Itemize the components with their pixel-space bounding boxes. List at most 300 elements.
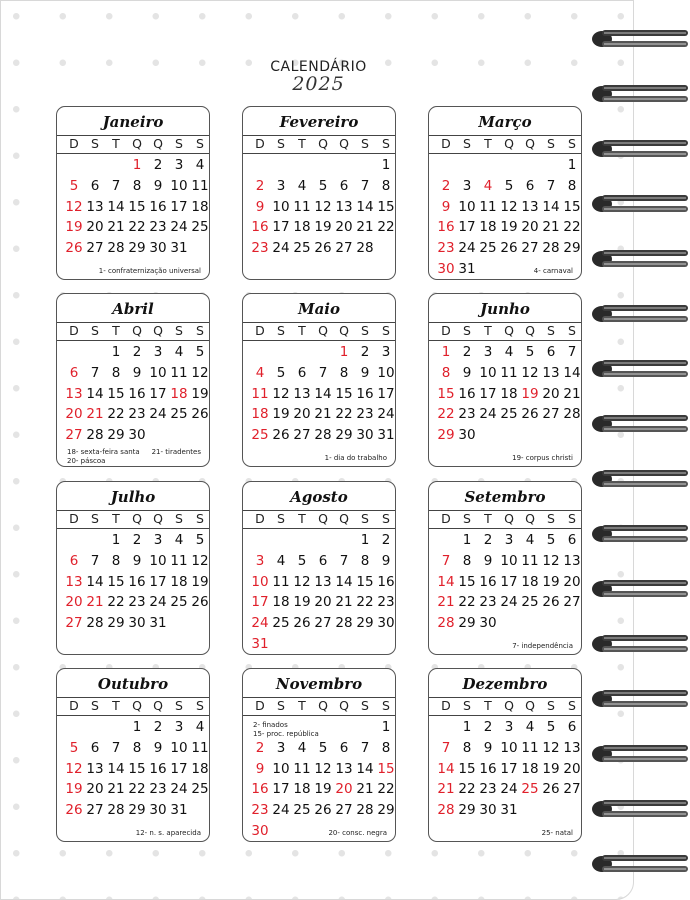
- calendar-day: 18: [521, 573, 539, 590]
- calendar-day: 15: [107, 573, 125, 590]
- weekday-label: D: [255, 698, 265, 713]
- calendar-day: 8: [441, 364, 451, 381]
- weekday-label: Q: [339, 698, 349, 713]
- calendar-day: 22: [107, 406, 125, 423]
- weekday-label: D: [441, 511, 451, 526]
- month-name: Outubro: [97, 675, 169, 693]
- calendar-day: 23: [149, 781, 167, 798]
- calendar-day: 15: [563, 198, 581, 215]
- weekday-label: S: [547, 136, 555, 151]
- calendar-day: 9: [462, 364, 472, 381]
- weekday-label: Q: [525, 511, 535, 526]
- month-name: Dezembro: [462, 675, 548, 693]
- calendar-day: 5: [318, 177, 328, 194]
- divider-line: [429, 340, 581, 341]
- weekday-label: D: [255, 511, 265, 526]
- calendar-day: 21: [86, 406, 104, 423]
- calendar-day: 4: [174, 532, 184, 548]
- calendar-day: 19: [191, 573, 209, 590]
- month-name: Fevereiro: [279, 113, 359, 131]
- calendar-day: 5: [276, 364, 286, 381]
- calendar-day: 7: [360, 739, 370, 756]
- calendar-day: 7: [318, 364, 328, 381]
- calendar-day: 5: [525, 344, 535, 360]
- calendar-day: 28: [437, 802, 455, 819]
- calendar-day: 30: [251, 823, 269, 839]
- calendar-day: 22: [458, 781, 476, 798]
- month-fevereiro: [242, 106, 396, 280]
- calendar-day: 30: [437, 261, 455, 277]
- weekday-label: S: [547, 698, 555, 713]
- divider-line: [429, 528, 581, 529]
- calendar-day: 17: [500, 760, 518, 777]
- calendar-day: 12: [542, 739, 560, 756]
- calendar-day: 19: [293, 594, 311, 611]
- calendar-day: 23: [377, 594, 395, 611]
- weekday-label: S: [277, 698, 285, 713]
- calendar-day: 11: [521, 552, 539, 569]
- calendar-day: 26: [191, 406, 209, 423]
- calendar-day: 28: [542, 240, 560, 257]
- calendar-day: 14: [86, 385, 104, 402]
- calendar-day: 7: [441, 739, 451, 756]
- spiral-ring: [590, 188, 690, 218]
- calendar-day: 21: [356, 781, 374, 798]
- weekday-label: S: [196, 511, 204, 526]
- calendar-day: 18: [479, 219, 497, 236]
- calendar-day: 18: [251, 406, 269, 423]
- calendar-day: 5: [546, 719, 556, 735]
- calendar-day: 3: [381, 344, 391, 360]
- calendar-day: 3: [483, 344, 493, 360]
- calendar-day: 10: [272, 760, 290, 777]
- calendar-day: 25: [521, 781, 539, 798]
- weekday-label: T: [484, 136, 492, 151]
- calendar-day: 22: [377, 219, 395, 236]
- weekday-label: D: [441, 136, 451, 151]
- calendar-day: 1: [339, 344, 349, 360]
- calendar-day: 24: [149, 594, 167, 611]
- weekday-label: S: [175, 323, 183, 338]
- calendar-day: 20: [563, 573, 581, 590]
- calendar-day: 17: [500, 573, 518, 590]
- calendar-day: 16: [251, 781, 269, 798]
- calendar-day: 26: [191, 594, 209, 611]
- calendar-day: 25: [251, 427, 269, 444]
- calendar-day: 16: [377, 573, 395, 590]
- weekday-label: S: [175, 136, 183, 151]
- calendar-day: 1: [111, 344, 121, 360]
- calendar-day: 31: [251, 636, 269, 652]
- calendar-day: 16: [437, 219, 455, 236]
- calendar-day: 11: [191, 177, 209, 194]
- spiral-ring: [590, 573, 690, 603]
- calendar-day: 17: [458, 219, 476, 236]
- holiday-note: 25- natal: [541, 829, 573, 837]
- calendar-day: 27: [335, 240, 353, 257]
- calendar-day: 26: [542, 594, 560, 611]
- calendar-day: 11: [170, 552, 188, 569]
- calendar-day: 27: [293, 427, 311, 444]
- calendar-day: 19: [272, 406, 290, 423]
- calendar-day: 5: [69, 177, 79, 194]
- divider-line: [243, 153, 395, 154]
- spiral-ring: [590, 518, 690, 548]
- calendar-day: 15: [437, 385, 455, 402]
- calendar-day: 11: [170, 364, 188, 381]
- holiday-note: 18- sexta-feira santa: [67, 448, 140, 456]
- divider-line: [243, 715, 395, 716]
- calendar-day: 18: [293, 781, 311, 798]
- month-agosto: [242, 481, 396, 655]
- calendar-day: 4: [297, 739, 307, 756]
- calendar-day: 14: [437, 760, 455, 777]
- calendar-day: 10: [170, 739, 188, 756]
- month-abril: [56, 293, 210, 467]
- weekday-label: S: [382, 136, 390, 151]
- calendar-day: 4: [276, 552, 286, 569]
- weekday-label: Q: [525, 698, 535, 713]
- calendar-day: 15: [458, 573, 476, 590]
- weekday-label: S: [91, 698, 99, 713]
- calendar-day: 27: [335, 802, 353, 819]
- calendar-day: 9: [132, 552, 142, 569]
- spiral-ring: [590, 848, 690, 878]
- calendar-day: 25: [500, 406, 518, 423]
- weekday-label: Q: [504, 323, 514, 338]
- calendar-day: 17: [272, 219, 290, 236]
- calendar-day: 1: [567, 157, 577, 173]
- divider-line: [243, 340, 395, 341]
- calendar-day: 18: [191, 198, 209, 215]
- weekday-label: T: [298, 323, 306, 338]
- month-name: Maio: [297, 300, 341, 318]
- calendar-day: 10: [170, 177, 188, 194]
- weekday-label: Q: [153, 136, 163, 151]
- spiral-ring: [590, 628, 690, 658]
- calendar-day: 26: [521, 406, 539, 423]
- calendar-day: 8: [360, 552, 370, 569]
- calendar-day: 2: [132, 344, 142, 360]
- calendar-day: 1: [441, 344, 451, 360]
- weekday-label: S: [361, 511, 369, 526]
- calendar-day: 13: [563, 739, 581, 756]
- calendar-day: 23: [479, 781, 497, 798]
- weekday-label: S: [568, 136, 576, 151]
- calendar-day: 15: [128, 198, 146, 215]
- calendar-day: 19: [542, 760, 560, 777]
- calendar-day: 8: [462, 739, 472, 756]
- weekday-label: Q: [525, 136, 535, 151]
- calendar-day: 11: [293, 760, 311, 777]
- calendar-day: 20: [65, 406, 83, 423]
- calendar-day: 22: [458, 594, 476, 611]
- calendar-day: 12: [500, 198, 518, 215]
- calendar-day: 24: [272, 802, 290, 819]
- calendar-day: 31: [500, 802, 518, 819]
- month-julho: [56, 481, 210, 655]
- spiral-ring: [590, 23, 690, 53]
- month-name: Março: [478, 113, 532, 131]
- calendar-day: 12: [293, 573, 311, 590]
- calendar-day: 9: [255, 760, 265, 777]
- spiral-ring: [590, 463, 690, 493]
- calendar-day: 3: [504, 532, 514, 548]
- calendar-day: 13: [293, 385, 311, 402]
- weekday-label: S: [277, 323, 285, 338]
- calendar-day: 29: [458, 802, 476, 819]
- calendar-day: 7: [90, 364, 100, 381]
- calendar-day: 5: [297, 552, 307, 569]
- holiday-note: 21- tiradentes: [151, 448, 201, 456]
- calendar-day: 25: [191, 219, 209, 236]
- calendar-day: 22: [437, 406, 455, 423]
- calendar-day: 29: [437, 427, 455, 444]
- weekday-label: S: [277, 136, 285, 151]
- calendar-day: 25: [170, 406, 188, 423]
- calendar-day: 7: [339, 552, 349, 569]
- calendar-day: 11: [521, 739, 539, 756]
- calendar-day: 17: [170, 760, 188, 777]
- calendar-day: 24: [170, 219, 188, 236]
- calendar-day: 22: [356, 594, 374, 611]
- calendar-day: 20: [65, 594, 83, 611]
- calendar-day: 26: [272, 427, 290, 444]
- calendar-day: 19: [314, 781, 332, 798]
- month-maio: [242, 293, 396, 467]
- calendar-day: 14: [542, 198, 560, 215]
- calendar-day: 26: [65, 802, 83, 819]
- calendar-day: 6: [90, 177, 100, 194]
- calendar-day: 19: [65, 219, 83, 236]
- calendar-day: 24: [170, 781, 188, 798]
- calendar-day: 10: [500, 552, 518, 569]
- calendar-day: 6: [69, 552, 79, 569]
- weekday-label: Q: [525, 323, 535, 338]
- calendar-day: 19: [65, 781, 83, 798]
- weekday-label: S: [568, 511, 576, 526]
- spiral-ring: [590, 738, 690, 768]
- weekday-label: Q: [504, 698, 514, 713]
- calendar-day: 8: [462, 552, 472, 569]
- calendar-day: 31: [170, 802, 188, 819]
- weekday-label: T: [298, 698, 306, 713]
- spiral-ring: [590, 298, 690, 328]
- calendar-day: 13: [335, 760, 353, 777]
- calendar-day: 6: [567, 532, 577, 548]
- calendar-day: 27: [542, 406, 560, 423]
- calendar-day: 26: [293, 615, 311, 632]
- title-text: CALENDÁRIO: [270, 59, 367, 75]
- calendar-day: 2: [483, 532, 493, 548]
- calendar-day: 31: [458, 261, 476, 277]
- calendar-day: 23: [128, 406, 146, 423]
- calendar-day: 21: [563, 385, 581, 402]
- calendar-day: 18: [272, 594, 290, 611]
- calendar-day: 30: [479, 615, 497, 632]
- calendar-day: 26: [314, 802, 332, 819]
- calendar-day: 19: [191, 385, 209, 402]
- calendar-day: 7: [360, 177, 370, 194]
- calendar-day: 4: [525, 719, 535, 735]
- calendar-day: 7: [111, 739, 121, 756]
- calendar-day: 20: [521, 219, 539, 236]
- weekday-label: T: [484, 511, 492, 526]
- calendar-day: 9: [441, 198, 451, 215]
- calendar-day: 2: [153, 157, 163, 173]
- calendar-day: 28: [563, 406, 581, 423]
- calendar-day: 18: [191, 760, 209, 777]
- calendar-day: 7: [546, 177, 556, 194]
- calendar-day: 21: [86, 594, 104, 611]
- calendar-day: 12: [191, 364, 209, 381]
- calendar-day: 6: [69, 364, 79, 381]
- calendar-day: 7: [441, 552, 451, 569]
- calendar-day: 20: [86, 781, 104, 798]
- calendar-day: 21: [437, 594, 455, 611]
- weekday-label: S: [568, 323, 576, 338]
- calendar-day: 29: [107, 427, 125, 444]
- weekday-label: S: [382, 323, 390, 338]
- weekday-label: D: [255, 136, 265, 151]
- weekday-label: Q: [504, 136, 514, 151]
- calendar-day: 22: [128, 219, 146, 236]
- calendar-day: 23: [149, 219, 167, 236]
- calendar-day: 4: [525, 532, 535, 548]
- calendar-day: 4: [195, 157, 205, 173]
- calendar-day: 19: [521, 385, 539, 402]
- spiral-ring: [590, 408, 690, 438]
- calendar-day: 5: [195, 532, 205, 548]
- calendar-day: 18: [170, 573, 188, 590]
- calendar-day: 24: [458, 240, 476, 257]
- month-novembro: [242, 668, 396, 842]
- calendar-day: 20: [293, 406, 311, 423]
- calendar-day: 12: [65, 760, 83, 777]
- calendar-day: 10: [500, 739, 518, 756]
- holiday-note: 2- finados: [253, 721, 288, 729]
- calendar-day: 2: [153, 719, 163, 735]
- calendar-day: 1: [132, 157, 142, 173]
- calendar-day: 8: [111, 364, 121, 381]
- calendar-day: 21: [107, 219, 125, 236]
- calendar-day: 9: [360, 364, 370, 381]
- holiday-note: 19- corpus christi: [512, 454, 573, 462]
- calendar-day: 13: [335, 198, 353, 215]
- calendar-day: 11: [272, 573, 290, 590]
- calendar-day: 22: [107, 594, 125, 611]
- calendar-day: 22: [335, 406, 353, 423]
- weekday-label: S: [277, 511, 285, 526]
- weekday-label: Q: [132, 511, 142, 526]
- calendar-day: 20: [563, 760, 581, 777]
- calendar-day: 5: [69, 739, 79, 756]
- calendar-day: 4: [504, 344, 514, 360]
- calendar-day: 28: [86, 427, 104, 444]
- divider-line: [429, 153, 581, 154]
- divider-line: [57, 153, 209, 154]
- calendar-day: 17: [170, 198, 188, 215]
- calendar-day: 26: [314, 240, 332, 257]
- calendar-day: 25: [293, 802, 311, 819]
- weekday-label: Q: [318, 698, 328, 713]
- calendar-day: 28: [314, 427, 332, 444]
- holiday-note: 1- confraternização universal: [98, 267, 201, 275]
- spiral-ring: [590, 683, 690, 713]
- calendar-day: 3: [174, 157, 184, 173]
- calendar-day: 13: [86, 198, 104, 215]
- calendar-day: 10: [272, 198, 290, 215]
- weekday-label: S: [361, 323, 369, 338]
- calendar-day: 14: [437, 573, 455, 590]
- calendar-day: 26: [65, 240, 83, 257]
- weekday-label: Q: [318, 511, 328, 526]
- calendar-day: 6: [525, 177, 535, 194]
- calendar-day: 20: [542, 385, 560, 402]
- calendar-day: 6: [90, 739, 100, 756]
- calendar-day: 12: [191, 552, 209, 569]
- calendar-day: 15: [335, 385, 353, 402]
- calendar-day: 7: [90, 552, 100, 569]
- calendar-day: 24: [479, 406, 497, 423]
- calendar-day: 1: [111, 532, 121, 548]
- calendar-day: 26: [542, 781, 560, 798]
- calendar-day: 13: [521, 198, 539, 215]
- calendar-day: 9: [153, 177, 163, 194]
- calendar-day: 18: [170, 385, 188, 402]
- spiral-ring: [590, 78, 690, 108]
- calendar-day: 28: [107, 802, 125, 819]
- calendar-day: 1: [360, 532, 370, 548]
- calendar-day: 3: [174, 719, 184, 735]
- month-outubro: [56, 668, 210, 842]
- calendar-day: 4: [255, 364, 265, 381]
- month-name: Novembro: [275, 675, 363, 693]
- calendar-day: 30: [479, 802, 497, 819]
- weekday-label: D: [69, 698, 79, 713]
- weekday-label: Q: [153, 698, 163, 713]
- calendar-day: 10: [377, 364, 395, 381]
- calendar-day: 2: [255, 739, 265, 756]
- calendar-day: 21: [107, 781, 125, 798]
- calendar-day: 11: [251, 385, 269, 402]
- calendar-day: 9: [483, 739, 493, 756]
- month-name: Junho: [480, 300, 530, 318]
- calendar-day: 17: [251, 594, 269, 611]
- calendar-day: 12: [314, 198, 332, 215]
- holiday-note: 12- n. s. aparecida: [135, 829, 201, 837]
- calendar-day: 12: [542, 552, 560, 569]
- calendar-day: 10: [479, 364, 497, 381]
- calendar-day: 16: [356, 385, 374, 402]
- calendar-day: 24: [500, 781, 518, 798]
- calendar-day: 6: [339, 177, 349, 194]
- calendar-day: 14: [314, 385, 332, 402]
- calendar-day: 18: [521, 760, 539, 777]
- calendar-day: 29: [107, 615, 125, 632]
- calendar-day: 3: [276, 739, 286, 756]
- weekday-label: S: [568, 698, 576, 713]
- calendar-day: 5: [195, 344, 205, 360]
- calendar-day: 30: [149, 802, 167, 819]
- weekday-label: S: [382, 698, 390, 713]
- calendar-day: 3: [276, 177, 286, 194]
- calendar-day: 19: [500, 219, 518, 236]
- weekday-label: D: [441, 698, 451, 713]
- calendar-day: 22: [128, 781, 146, 798]
- weekday-label: S: [547, 511, 555, 526]
- weekday-label: T: [112, 136, 120, 151]
